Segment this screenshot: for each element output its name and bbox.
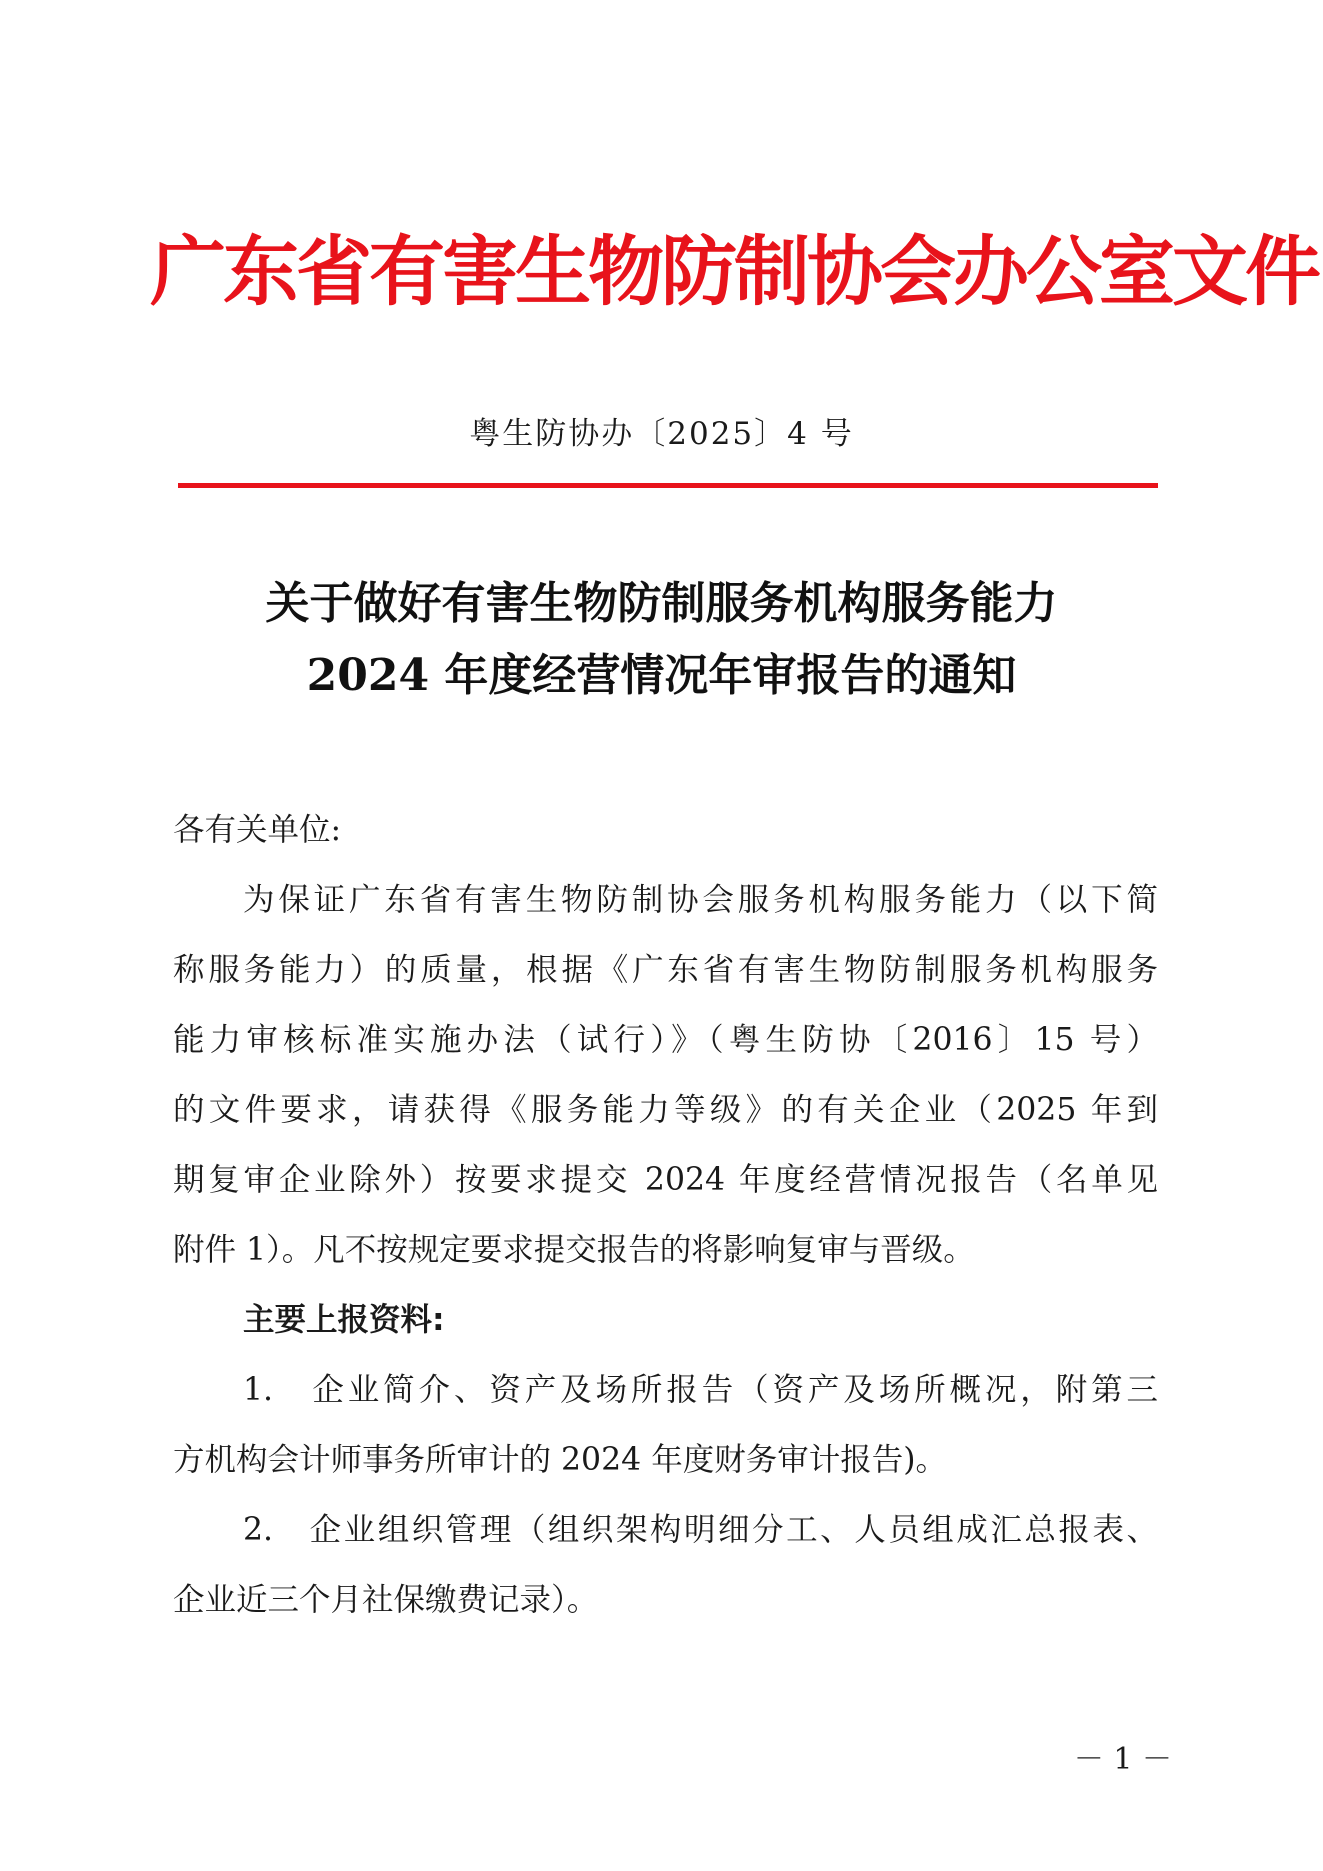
red-divider-line bbox=[178, 483, 1158, 488]
list-item-line: 2. 企业组织管理（组织架构明细分工、人员组成汇总报表、 bbox=[243, 1512, 1158, 1548]
list-item-1 bbox=[173, 1355, 1158, 1495]
issuing-office-title: 广东省有害生物防制协会办公室文件 bbox=[150, 227, 1318, 316]
notice-title-line-1: 关于做好有害生物防制服务机构服务能力 bbox=[265, 578, 1058, 629]
list-item-line: 企业近三个月社保缴费记录）。 bbox=[173, 1582, 599, 1618]
page-number: － 1 － bbox=[1073, 1742, 1172, 1777]
paragraph-line: 附件 1）。凡不按规定要求提交报告的将影响复审与晋级。 bbox=[173, 1232, 975, 1268]
list-item-line: 方机构会计师事务所审计的 2024 年度财务审计报告)。 bbox=[173, 1442, 947, 1478]
notice-title bbox=[150, 568, 1173, 712]
list-item-2 bbox=[173, 1495, 1158, 1635]
notice-title-line-2: 2024 年度经营情况年审报告的通知 bbox=[306, 650, 1017, 701]
section-heading: 主要上报资料: bbox=[243, 1302, 445, 1338]
salutation: 各有关单位: bbox=[173, 812, 342, 848]
paragraph-line: 称服务能力）的质量，根据《广东省有害生物防制服务机构服务 bbox=[173, 952, 1158, 988]
paragraph-line: 期复审企业除外）按要求提交 2024 年度经营情况报告（名单见 bbox=[173, 1162, 1158, 1198]
document-body bbox=[173, 795, 1158, 1635]
list-item-line: 1. 企业简介、资产及场所报告（资产及场所概况，附第三 bbox=[243, 1372, 1158, 1408]
paragraph-1 bbox=[173, 865, 1158, 1285]
paragraph-line: 的文件要求，请获得《服务能力等级》的有关企业（2025 年到 bbox=[173, 1092, 1158, 1128]
paragraph-line: 为保证广东省有害生物防制协会服务机构服务能力（以下简 bbox=[243, 882, 1158, 918]
document-number: 粤生防协办〔2025〕4 号 bbox=[469, 416, 854, 452]
paragraph-line: 能力审核标准实施办法（试行）》（粤生防协〔2016〕15 号） bbox=[173, 1022, 1158, 1058]
